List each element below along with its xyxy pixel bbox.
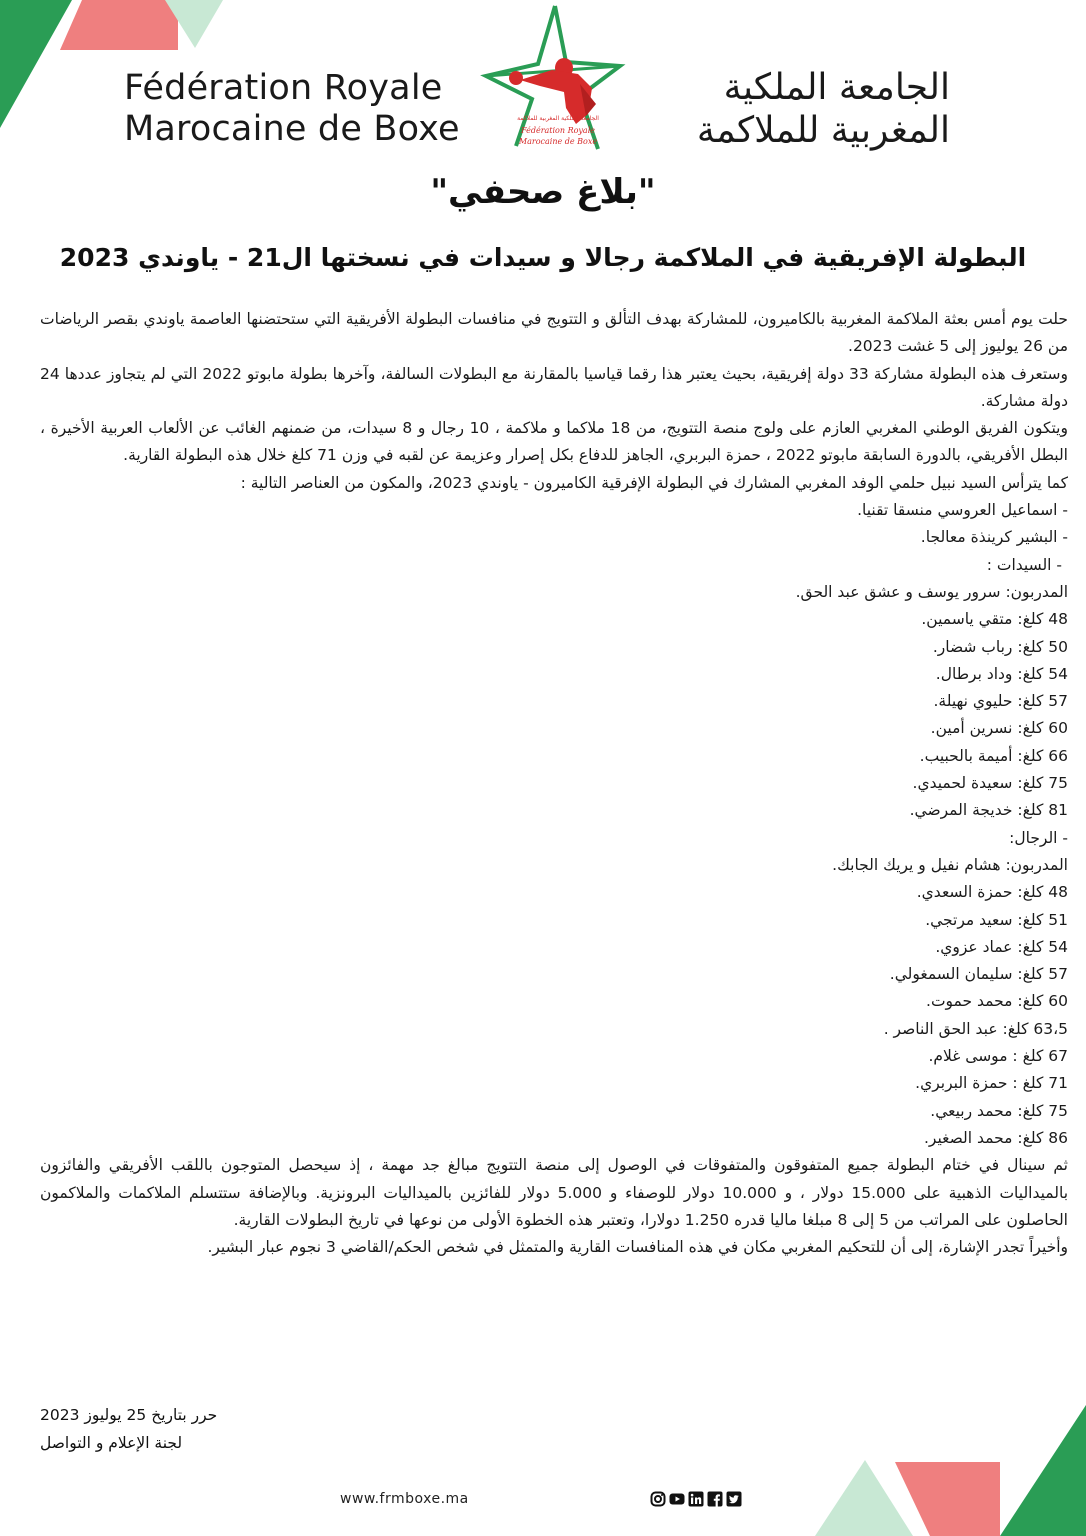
men-boxer: 71 كلغ : حمزة البربري. — [915, 1074, 1068, 1093]
staff-technical-coordinator: - اسماعيل العروسي منسقا تقنيا. — [857, 501, 1068, 520]
federation-name-arabic: الجامعة الملكية المغربية للملاكمة — [696, 67, 950, 151]
instagram-icon[interactable] — [650, 1491, 666, 1507]
press-release-headline: البطولة الإفريقية في الملاكمة رجالا و سيدات في نسختها ال21 - ياوندي 2023 — [59, 243, 1027, 272]
website-link[interactable]: www.frmboxe.ma — [340, 1491, 469, 1507]
signature-committee: لجنة الإعلام و التواصل — [40, 1434, 183, 1452]
document-type-title: "بلاغ صحفي" — [430, 172, 656, 212]
men-boxer: 63،5 كلغ: عبد الحق الناصر . — [883, 1019, 1068, 1038]
men-heading: - الرجال: — [1009, 828, 1068, 847]
linkedin-icon[interactable] — [688, 1491, 704, 1507]
logo-french-line1: Fédération Royale — [520, 126, 596, 135]
women-boxer: 57 كلغ: حليوي نهيلة. — [933, 692, 1068, 711]
corner-triangle-green-bottom — [980, 1405, 1086, 1536]
women-heading: - السيدات : — [986, 555, 1062, 574]
signature-date: حرر بتاريخ 25 يوليوز 2023 — [40, 1406, 218, 1424]
twitter-icon[interactable] — [726, 1491, 742, 1507]
signature-block — [40, 1401, 217, 1457]
men-boxer: 48 كلغ: حمزة السعدي. — [916, 883, 1068, 902]
women-coaches: المدربون: سرور يوسف و عشق عبد الحق. — [795, 582, 1068, 601]
women-boxer: 75 كلغ: سعيدة لحميدي. — [912, 774, 1068, 793]
federation-name-french: Fédération Royale Marocaine de Boxe — [124, 68, 460, 149]
men-boxer: 60 كلغ: محمد حموت. — [926, 992, 1068, 1011]
paragraph-team: ويتكون الفريق الوطني المغربي العازم على ولوج منصة التتويج، من 18 ملاكما و ملاكمة ، 10 رجال و 8 سيدات، من ضمنهم الغائب عن الألعاب العربية الأخيرة ، البطل الأفريقي، بالدورة السابقة مابوتو 2022 ، حمزة البربري، الجاهز للدفاع بكل إصرار وعزيمة عن لقبه في وزن 71 كلغ خلال هذه البطولة القارية. — [40, 419, 1068, 465]
men-boxer: 51 كلغ: سعيد مرتجي. — [925, 910, 1068, 929]
paragraph-refereeing: وأخيراً تجدر الإشارة، إلى أن للتحكيم المغربي مكان في هذه المنافسات القارية والمتمثل في شخص الحكم/القاضي 3 نجوم عبار البشير. — [207, 1238, 1068, 1257]
staff-physiotherapist: - البشير كرينذة معالجا. — [920, 528, 1068, 547]
men-boxer: 75 كلغ: محمد ربيعي. — [930, 1101, 1068, 1120]
federation-logo — [480, 4, 636, 154]
men-boxer: 67 كلغ : موسى غلام. — [928, 1047, 1068, 1066]
women-boxer: 60 كلغ: نسرين أمين. — [930, 719, 1068, 738]
facebook-icon[interactable] — [707, 1491, 723, 1507]
women-boxer: 48 كلغ: متقي ياسمين. — [921, 610, 1068, 629]
women-boxer: 66 كلغ: أميمة بالحبيب. — [919, 746, 1068, 765]
corner-triangle-mint — [165, 0, 225, 50]
men-boxer: 57 كلغ: سليمان السمغولي. — [889, 965, 1068, 984]
youtube-icon[interactable] — [669, 1491, 685, 1507]
men-boxer: 54 كلغ: عماد عزوي. — [935, 937, 1068, 956]
press-release-body — [40, 306, 1068, 1261]
logo-french-line2: Marocaine de Boxe — [518, 137, 598, 146]
women-boxer: 50 كلغ: رباب شضار. — [932, 637, 1068, 656]
logo-arabic-text: الجامعة الملكية المغربية للملاكمة — [517, 115, 599, 122]
paragraph-delegation: كما يترأس السيد نبيل حلمي الوفد المغربي المشارك في البطولة الإفرقية الكاميرون - ياوندي 2023، والمكون من العناصر التالية : — [240, 473, 1068, 492]
paragraph-participation: وستعرف هذه البطولة مشاركة 33 دولة إفريقية، بحيث يعتبر هذا رقما قياسيا بالمقارنة مع البطولات السالفة، وآخرها بطولة مابوتو 2022 التي لم يتجاوز عددها 24 دولة مشاركة. — [40, 364, 1068, 410]
paragraph-arrival: حلت يوم أمس بعثة الملاكمة المغربية بالكاميرون، للمشاركة بهدف التألق و التتويج في منافسات البطولة الأفريقية التي ستحتضنها العاصمة ياوندي بقصر الرياضات من 26 يوليوز إلى 5 غشت 2023. — [40, 310, 1068, 356]
men-boxer: 86 كلغ: محمد الصغير. — [923, 1128, 1068, 1147]
social-icons — [650, 1491, 742, 1507]
women-boxer: 54 كلغ: وداد برطال. — [935, 664, 1068, 683]
paragraph-prize-money: ثم سينال في ختام البطولة جميع المتفوقون والمتفوقات في الوصول إلى منصة التتويج مبالغ جد مهمة ، إذ سيحصل المتوجون باللقب الأفريقي والفائزون بالميداليات الذهبية على 15.000 دولار ، و 10.000 دولار للوصفاء و 5.000 دولار للفائزين بالميداليات البرونزية. وبالإضافة ستتسلم الملاكمات والملاكمون الحاصلون على المراتب من 5 إلى 8 مبلغا ماليا قدره 1.250 دولارا، وتعتبر هذه الخطوة الأولى من نوعها في تاريخ البطولات القارية. — [40, 1156, 1069, 1229]
women-boxer: 81 كلغ: خديجة المرضي. — [909, 801, 1068, 820]
men-coaches: المدربون: هشام نفيل و يريك الجابك. — [832, 855, 1068, 874]
